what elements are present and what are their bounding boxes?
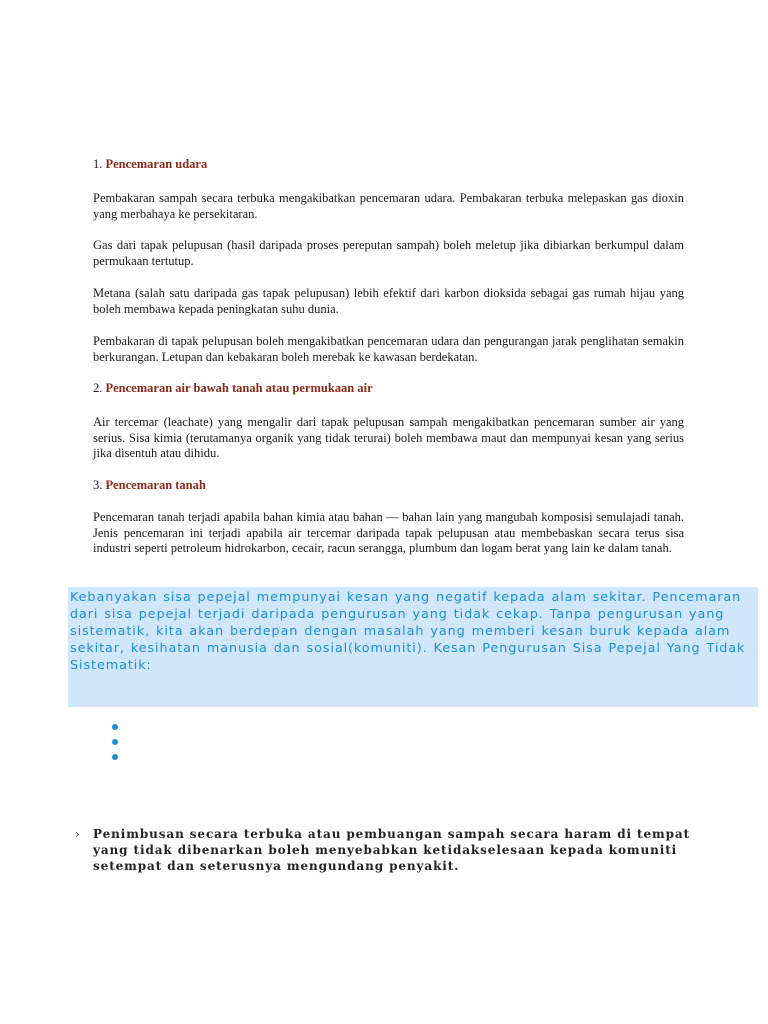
paragraph: Pembakaran sampah secara terbuka mengakibatkan pencemaran udara. Pembakaran terbuka melepaskan gas dioxin yang merbahaya ke persekitaran.: [93, 191, 684, 221]
section-heading-1: [93, 157, 207, 172]
section-number: 1.: [93, 157, 103, 171]
section-number: 3.: [93, 478, 103, 492]
bullet-dot: [112, 754, 118, 760]
bullet-dot: [112, 724, 118, 730]
info-box: [68, 587, 758, 707]
chevron-right-icon: ›: [75, 827, 81, 841]
section-title: Pencemaran air bawah tanah atau permukaan air: [105, 381, 373, 395]
paragraph: Pencemaran tanah terjadi apabila bahan kimia atau bahan — bahan lain yang mangubah komposisi semulajadi tanah. Jenis pencemaran ini terjadi apabila air tercemar daripada tapak pelupusan atau membebaskan secara terus sisa industri seperti petroleum hidrokarbon, cecair, racun serangga, plumbum dan logam berat yang lain ke dalam tanah.: [93, 510, 684, 556]
paragraph: Air tercemar (leachate) yang mengalir dari tapak pelupusan sampah mengakibatkan pencemaran sumber air yang serius. Sisa kimia (terutamanya organik yang tidak terurai) boleh membawa maut dan mempunyai kesan yang serius jika disentuh atau dihidu.: [93, 415, 684, 461]
info-box-text: Kebanyakan sisa pepejal mempunyai kesan yang negatif kepada alam sekitar. Pencemaran dari sisa pepejal terjadi daripada pengurusan yang tidak cekap. Tanpa pengurusan yang sistematik, kita akan berdepan dengan masalah yang memberi kesan buruk kepada alam sekitar, kesihatan manusia dan sosial(komuniti). Kesan Pengurusan Sisa Pepejal Yang Tidak Sistematik:: [70, 590, 746, 673]
section-heading-2: [93, 381, 373, 396]
point-text: Penimbusan secara terbuka atau pembuangan sampah secara haram di tempat yang tidak dibenarkan boleh menyebabkan ketidakselesaan kepada komuniti setempat dan seterusnya mengundang penyakit.: [93, 827, 691, 873]
paragraph: Gas dari tapak pelupusan (hasil daripada proses pereputan sampah) boleh meletup jika dibiarkan berkumpul dalam permukaan tertutup.: [93, 238, 684, 268]
bullet-list: [112, 724, 118, 769]
point-item: [75, 826, 715, 874]
section-heading-3: [93, 478, 206, 493]
section-title: Pencemaran tanah: [105, 478, 206, 492]
paragraph: Pembakaran di tapak pelupusan boleh mengakibatkan pencemaran udara dan pengurangan jarak penglihatan semakin berkurangan. Letupan dan kebakaran boleh merebak ke kawasan berdekatan.: [93, 334, 684, 364]
section-number: 2.: [93, 381, 103, 395]
bullet-dot: [112, 739, 118, 745]
section-title: Pencemaran udara: [105, 157, 208, 171]
paragraph: Metana (salah satu daripada gas tapak pelupusan) lebih efektif dari karbon dioksida sebagai gas rumah hijau yang boleh membawa kepada peningkatan suhu dunia.: [93, 286, 684, 316]
